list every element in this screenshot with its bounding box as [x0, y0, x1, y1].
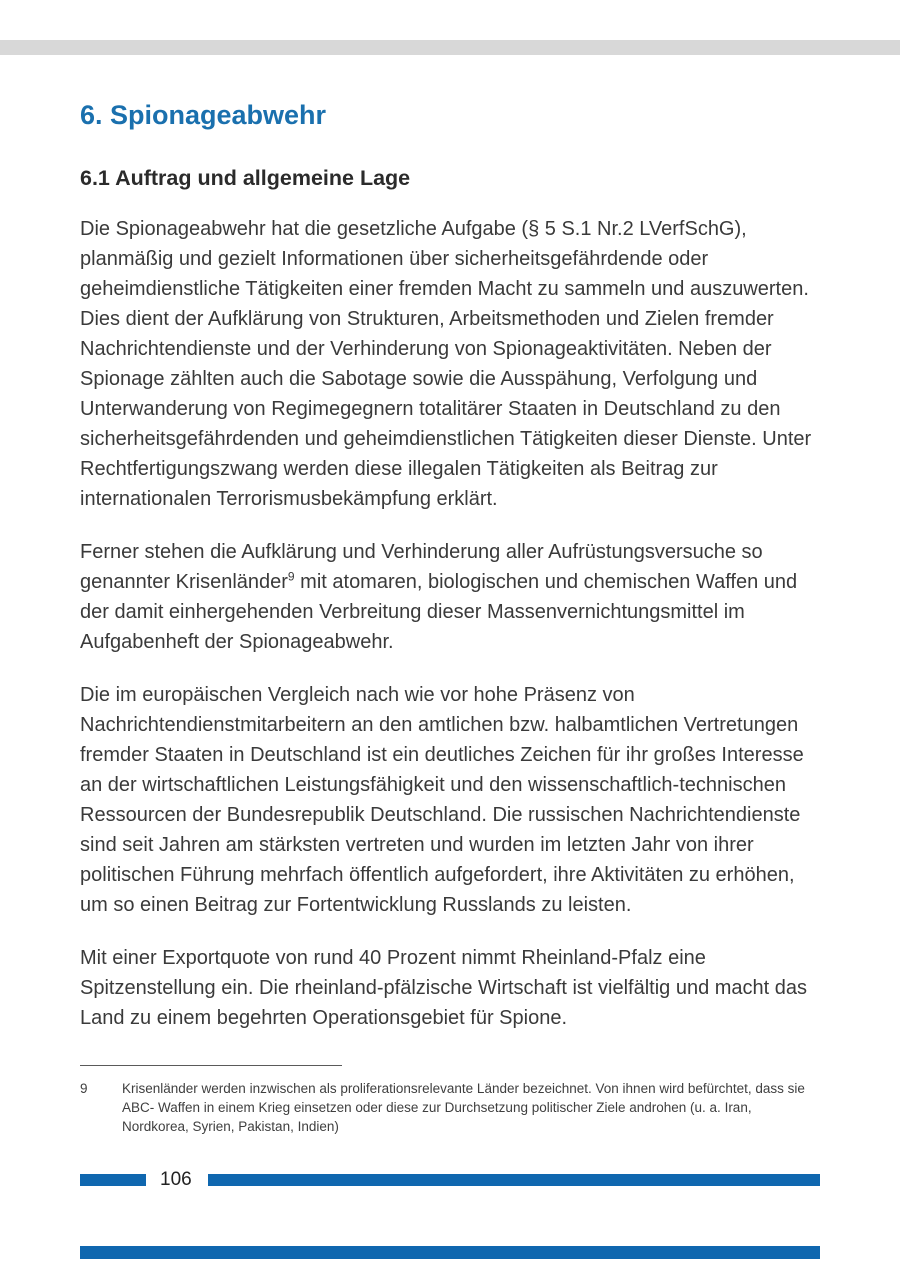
section-heading: 6. Spionageabwehr — [80, 100, 327, 130]
footer-bar-right — [208, 1174, 820, 1186]
footnote-text: Krisenländer werden inzwischen als proliferationsrelevante Länder bezeichnet. Von ihnen wird befürchtet, dass sie ABC- Waffen in einem Krieg einsetzen oder diese zur Durchsetzung politischer Ziele androhen (u. a. Iran, Nordkorea, Syrien, Pakistan, Indien) — [122, 1081, 805, 1134]
subsection-heading: 6.1 Auftrag und allgemeine Lage — [80, 166, 411, 190]
paragraph-2 — [80, 537, 820, 657]
paragraph-3: Die im europäischen Vergleich nach wie vor hohe Präsenz von Nachrichtendienstmitarbeitern an den amtlichen bzw. halbamtlichen Vertretungen fremder Staaten in Deutschland ist ein deutliches Zeichen für ihr großes Interesse an der wirtschaftlichen Leistungsfähigkeit und den wissenschaftlich-technischen Ressourcen der Bundesrepublik Deutschland. Die russischen Nachrichtendienste sind seit Jahren am stärksten vertreten und wurden im letzten Jahr von ihrer politischen Führung mehrfach öffentlich aufgefordert, ihre Aktivitäten zu erhöhen, um so einen Beitrag zur Fortentwicklung Russlands zu leisten. — [80, 684, 804, 916]
top-gray-bar — [0, 40, 900, 55]
footnote-number: 9 — [80, 1081, 88, 1096]
bottom-blue-bar — [80, 1246, 820, 1259]
page-number-row — [80, 1168, 820, 1192]
paragraph-2-text: Ferner stehen die Aufklärung und Verhinderung aller Aufrüstungsversuche so genannter Krisenländer — [80, 541, 763, 593]
footnote-reference-9: 9 — [287, 569, 295, 584]
footer-bar-left — [80, 1174, 146, 1186]
page-number: 106 — [160, 1169, 192, 1190]
footnote — [80, 1079, 820, 1136]
paragraph-2-text-continued: mit atomaren, biologischen und chemischen Waffen und der damit einhergehenden Verbreitung dieser Massenvernichtungsmittel im Aufgabenheft der Spionageabwehr. — [80, 571, 798, 653]
page-content — [0, 99, 900, 1192]
footnote-separator — [80, 1065, 342, 1066]
paragraph-4: Mit einer Exportquote von rund 40 Prozent nimmt Rheinland-Pfalz eine Spitzenstellung ein. Die rheinland-pfälzische Wirtschaft ist vielfältig und macht das Land zu einem begehrten Operationsgebiet für Spione. — [80, 947, 808, 1029]
paragraph-1: Die Spionageabwehr hat die gesetzliche Aufgabe (§ 5 S.1 Nr.2 LVerfSchG), planmäßig und gezielt Informationen über sicherheitsgefährdende oder geheimdienstliche Tätigkeiten einer fremden Macht zu sammeln und auszuwerten. Dies dient der Aufklärung von Strukturen, Arbeitsmethoden und Zielen fremder Nachrichtendienste und der Verhinderung von Spionageaktivitäten. Neben der Spionage zählten auch die Sabotage sowie die Ausspähung, Verfolgung und Unterwanderung von Regimegegnern totalitärer Staaten in Deutschland zu den sicherheitsgefährdenden und geheimdienstlichen Tätigkeiten dieser Dienste. Unter Rechtfertigungszwang werden diese illegalen Tätigkeiten als Beitrag zur internationalen Terrorismusbekämpfung erklärt. — [80, 218, 812, 510]
